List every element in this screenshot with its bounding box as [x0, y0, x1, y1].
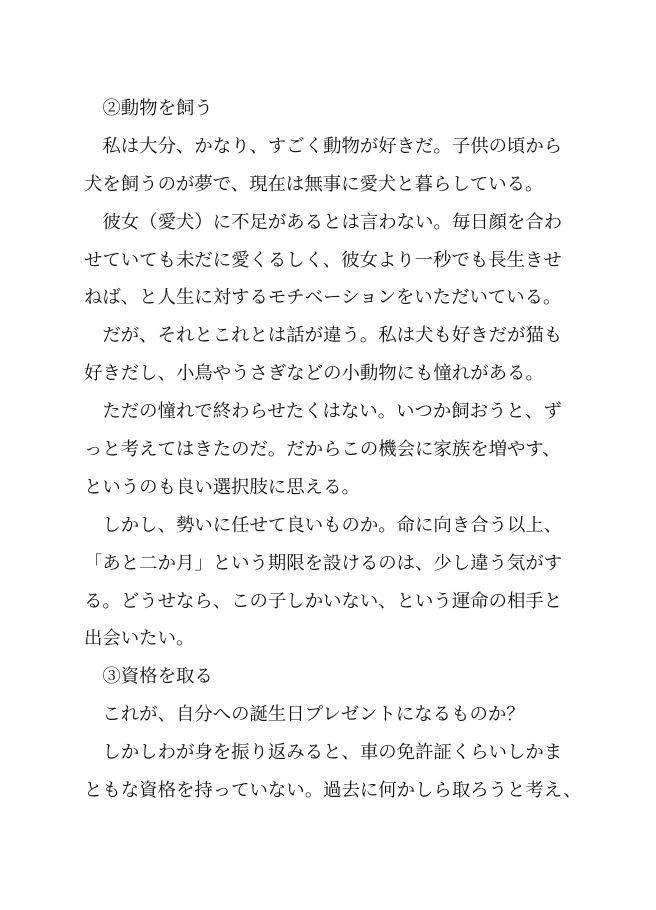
heading-get-qualification: ③資格を取る	[84, 666, 213, 688]
body-text	[84, 90, 580, 810]
text-line: 犬を飼うのが夢で、現在は無事に愛犬と暮らしている。	[84, 173, 544, 195]
text-line: せていても未だに愛くるしく、彼女より一秒でも長生きせ	[84, 249, 562, 271]
text-line: 「あと二か月」という期限を設けるのは、少し違う気がす	[84, 552, 563, 574]
text-line: 好きだし、小鳥やうさぎなどの小動物にも憧れがある。	[84, 363, 544, 385]
text-line: 出会いたい。	[84, 628, 195, 650]
heading-keep-pet: ②動物を飼う	[84, 98, 213, 119]
text-line: 私は大分、かなり、すごく動物が好きだ。子供の頃から	[84, 135, 563, 157]
text-line: る。どうせなら、この子しかいない、という運命の相手と	[84, 590, 563, 612]
text-line: ただの憧れで終わらせたくはない。いつか飼おうと、ず	[84, 401, 562, 423]
text-line: というのも良い選択肢に思える。	[84, 476, 360, 498]
text-line: これが、自分への誕生日プレゼントになるものか？	[84, 704, 525, 726]
text-line: ねば、と人生に対するモチベーションをいただいている。	[84, 287, 562, 309]
text-line: だが、それとこれとは話が違う。私は犬も好きだが猫も	[84, 325, 563, 347]
text-line: ともな資格を持っていない。過去に何かしら取ろうと考え、	[84, 780, 582, 802]
text-line: っと考えてはきたのだ。だからこの機会に家族を増やす、	[84, 439, 561, 461]
text-line: しかしわが身を振り返みると、車の免許証くらいしかま	[84, 742, 563, 764]
text-line: 彼女（愛犬）に不足があるとは言わない。毎日顔を合わ	[84, 211, 563, 233]
text-line: しかし、勢いに任せて良いものか。命に向き合う以上、	[84, 514, 563, 536]
